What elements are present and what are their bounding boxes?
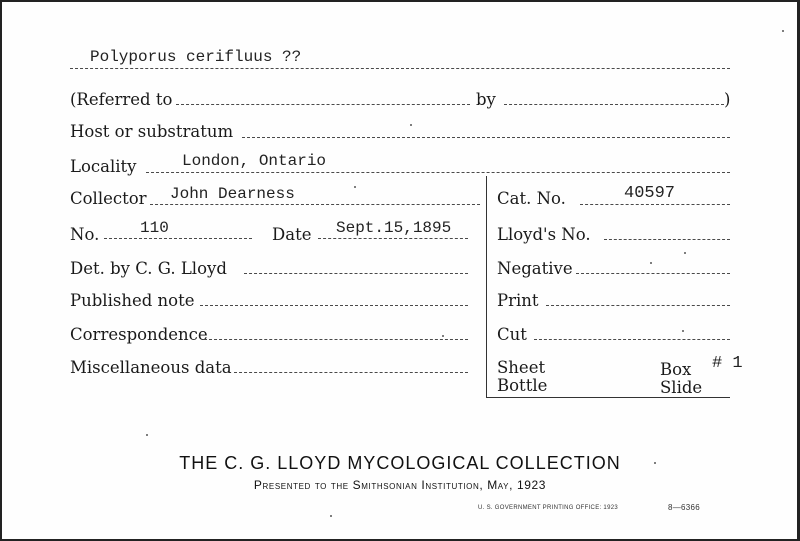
misc-line: [234, 372, 468, 373]
no-line: [104, 238, 252, 239]
misc-label: Miscellaneous data: [70, 358, 232, 377]
host-line: [242, 137, 730, 138]
collector-label: Collector: [70, 189, 147, 208]
collector-value: John Dearness: [170, 185, 295, 203]
scan-speck: [354, 186, 356, 188]
referred-to-line: [176, 104, 470, 105]
no-value: 110: [140, 219, 169, 237]
det-label: Det. by C. G. Lloyd: [70, 259, 227, 278]
collection-title: THE C. G. LLOYD MYCOLOGICAL COLLECTION: [179, 453, 621, 473]
slide-label: Slide: [660, 378, 703, 397]
species-name: Polyporus cerifluus ??: [90, 48, 302, 66]
date-value: Sept.15,1895: [336, 219, 452, 237]
negative-label: Negative: [497, 259, 573, 278]
locality-label: Locality: [70, 157, 137, 176]
published-label: Published note: [70, 291, 195, 310]
print-label: Print: [497, 291, 539, 310]
date-label: Date: [272, 225, 312, 244]
correspondence-line: [204, 339, 468, 340]
collection-subtitle: Presented to the Smithsonian Institution, May, 1923: [253, 478, 547, 492]
scan-speck: [410, 124, 412, 126]
locality-line: [146, 172, 730, 173]
scan-speck: [684, 252, 686, 254]
by-label: by: [476, 90, 496, 109]
species-line: [70, 68, 730, 69]
lloyds-no-label: Lloyd's No.: [497, 225, 591, 244]
print-line: [546, 305, 730, 306]
lloyds-no-line: [604, 239, 730, 240]
box-label: Box: [660, 360, 692, 379]
sheet-label: Sheet: [497, 358, 546, 377]
scan-speck: [442, 335, 444, 337]
scan-speck: [146, 434, 148, 436]
referred-to-label: (Referred to: [70, 90, 173, 109]
by-line: [504, 104, 724, 105]
cat-no-line: [580, 204, 730, 205]
scan-speck: [330, 515, 332, 517]
collector-line: [150, 204, 480, 205]
published-line: [200, 305, 468, 306]
close-paren: ): [724, 90, 731, 109]
box-value: # 1: [712, 354, 743, 373]
cat-no-value: 40597: [624, 184, 676, 203]
form-number: 8—6366: [668, 503, 701, 512]
cut-line: [534, 339, 730, 340]
scan-speck: [782, 30, 784, 32]
date-line: [318, 238, 468, 239]
top-edge: [0, 0, 800, 2]
scan-speck: [650, 262, 652, 264]
scan-speck: [654, 462, 656, 464]
no-label: No.: [70, 225, 100, 244]
host-label: Host or substratum: [70, 122, 234, 141]
printing-office-note: U. S. GOVERNMENT PRINTING OFFICE: 1923: [478, 505, 618, 511]
right-box-left-border: [486, 176, 487, 398]
bottle-label: Bottle: [497, 376, 548, 395]
cut-label: Cut: [497, 325, 527, 344]
scan-speck: [682, 330, 684, 332]
locality-value: London, Ontario: [182, 152, 327, 170]
cat-no-label: Cat. No.: [497, 189, 566, 208]
negative-line: [576, 273, 730, 274]
correspondence-label: Correspondence: [70, 325, 208, 344]
det-line: [244, 273, 468, 274]
